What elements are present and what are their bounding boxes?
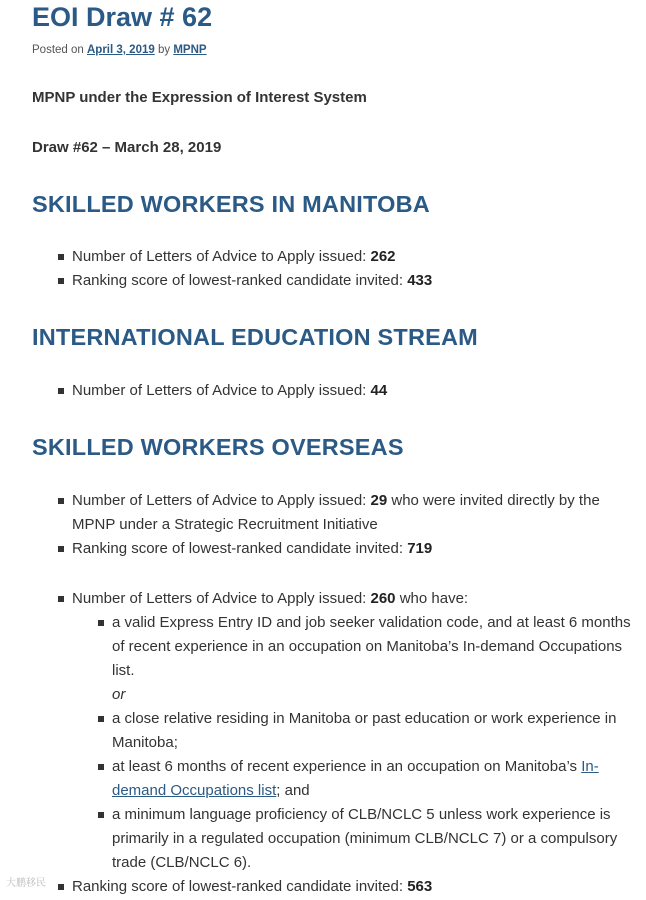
item-value: 563 [407, 878, 433, 895]
list-item [72, 489, 628, 537]
bullet-icon [58, 546, 64, 552]
item-label: Ranking score of lowest-ranked candidate invited: [72, 540, 408, 557]
post-title: EOI Draw # 62 [32, 2, 213, 32]
sub-list-item [112, 755, 632, 803]
item-label: Ranking score of lowest-ranked candidate invited: [72, 272, 408, 289]
item-suffix: who have: [395, 590, 469, 607]
watermark: 大鹏移民 [6, 878, 46, 889]
item-value: 719 [407, 540, 433, 557]
item-label: Number of Letters of Advice to Apply issued: [72, 492, 371, 509]
list-item [72, 379, 628, 403]
bullet-icon [58, 254, 64, 260]
bullet-icon [98, 812, 104, 818]
intro-system: MPNP under the Expression of Interest System [32, 89, 367, 106]
bullet-icon [98, 620, 104, 626]
sub-list-item: a valid Express Entry ID and job seeker validation code, and at least 6 months of recent experience in an occupation on Manitoba’s In-demand Occupations list. [112, 614, 631, 679]
bullet-icon [58, 278, 64, 284]
author-link[interactable]: MPNP [173, 44, 207, 56]
sub-list-item: a close relative residing in Manitoba or past education or work experience in Manitoba; [112, 710, 617, 751]
item-label: Number of Letters of Advice to Apply issued: [72, 382, 371, 399]
bullet-icon [98, 716, 104, 722]
bullet-icon [58, 596, 64, 602]
item-value: 433 [407, 272, 433, 289]
item-value: 29 [370, 492, 388, 509]
list-item [72, 875, 628, 899]
item-label: Number of Letters of Advice to Apply issued: [72, 590, 371, 607]
in-demand-occupations-link[interactable]: In-demand Occupations list [112, 758, 599, 799]
item-suffix: who were invited directly by the MPNP under a Strategic Recruitment Initiative [72, 492, 600, 533]
heading-international-education: INTERNATIONAL EDUCATION STREAM [32, 324, 478, 350]
bullet-icon [58, 388, 64, 394]
item-value: 262 [370, 248, 396, 265]
list-item [72, 269, 628, 293]
posted-on-label: Posted on [32, 44, 84, 56]
heading-skilled-overseas: SKILLED WORKERS OVERSEAS [32, 434, 404, 460]
item-text: at least 6 months of recent experience in an occupation on Manitoba’s [112, 758, 582, 775]
item-text: ; and [276, 782, 310, 799]
by-label: by [157, 44, 171, 56]
list-item [72, 537, 628, 561]
or-separator: or [112, 686, 126, 703]
bullet-icon [58, 498, 64, 504]
item-label: Ranking score of lowest-ranked candidate invited: [72, 878, 408, 895]
item-label: Number of Letters of Advice to Apply issued: [72, 248, 371, 265]
post-meta [32, 43, 207, 57]
sub-list-item: a minimum language proficiency of CLB/NCLC 5 unless work experience is primarily in a regulated occupation (minimum CLB/NCLC 7) or a compulsory trade (CLB/NCLC 6). [112, 806, 618, 871]
list-item [72, 587, 628, 611]
item-value: 44 [370, 382, 388, 399]
heading-skilled-manitoba: SKILLED WORKERS IN MANITOBA [32, 191, 430, 217]
bullet-icon [58, 884, 64, 890]
post-date-link[interactable]: April 3, 2019 [87, 44, 155, 56]
bullet-icon [98, 764, 104, 770]
intro-draw-date: Draw #62 – March 28, 2019 [32, 139, 222, 156]
list-item [72, 245, 628, 269]
item-value: 260 [370, 590, 396, 607]
